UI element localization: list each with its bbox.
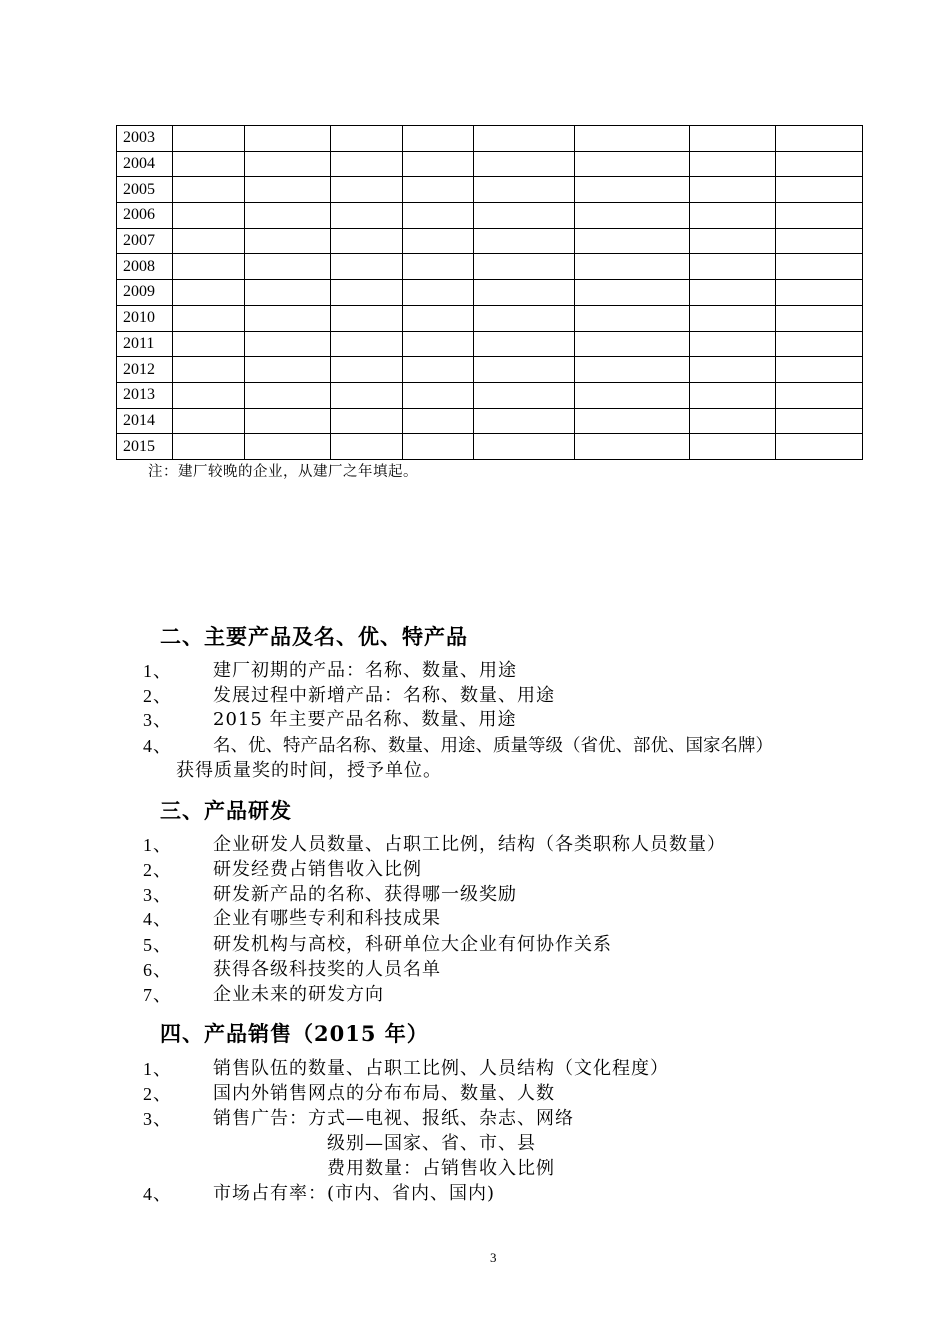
empty-cell[interactable]: [776, 203, 863, 229]
item-text: 研发经费占销售收入比例: [213, 859, 422, 880]
empty-cell[interactable]: [690, 331, 776, 357]
empty-cell[interactable]: [474, 280, 575, 306]
empty-cell[interactable]: [331, 357, 403, 383]
empty-cell[interactable]: [474, 434, 575, 460]
list-item: [143, 858, 863, 882]
empty-cell[interactable]: [776, 408, 863, 434]
empty-cell[interactable]: [575, 254, 690, 280]
empty-cell[interactable]: [776, 151, 863, 177]
empty-cell[interactable]: [776, 331, 863, 357]
empty-cell[interactable]: [245, 228, 331, 254]
empty-cell[interactable]: [776, 126, 863, 152]
year-cell: 2008: [117, 254, 173, 280]
table-row: [117, 151, 863, 177]
year-cell: 2015: [117, 434, 173, 460]
empty-cell[interactable]: [474, 203, 575, 229]
empty-cell[interactable]: [776, 382, 863, 408]
empty-cell[interactable]: [331, 254, 403, 280]
empty-cell[interactable]: [173, 177, 245, 203]
empty-cell[interactable]: [331, 305, 403, 331]
empty-cell[interactable]: [403, 228, 474, 254]
empty-cell[interactable]: [331, 151, 403, 177]
empty-cell[interactable]: [173, 357, 245, 383]
year-cell: 2009: [117, 280, 173, 306]
empty-cell[interactable]: [331, 331, 403, 357]
empty-cell[interactable]: [474, 357, 575, 383]
item-continuation: 级别—国家、省、市、县: [327, 1133, 536, 1154]
empty-cell[interactable]: [403, 382, 474, 408]
empty-cell[interactable]: [575, 280, 690, 306]
empty-cell[interactable]: [245, 305, 331, 331]
list-item: [143, 708, 863, 732]
empty-cell[interactable]: [575, 177, 690, 203]
item-text: 销售队伍的数量、占职工比例、人员结构（文化程度）: [213, 1058, 669, 1079]
list-item: [143, 1107, 863, 1131]
empty-cell[interactable]: [173, 228, 245, 254]
empty-cell[interactable]: [403, 357, 474, 383]
empty-cell[interactable]: [575, 151, 690, 177]
year-cell: 2003: [117, 126, 173, 152]
list-item: [143, 659, 863, 683]
item-continuation: 获得质量奖的时间，授予单位。: [176, 760, 442, 781]
section-title-sales: 四、产品销售（2015 年）: [160, 1021, 429, 1046]
year-cell: 2005: [117, 177, 173, 203]
empty-cell[interactable]: [575, 203, 690, 229]
empty-cell[interactable]: [403, 408, 474, 434]
item-number: 2、: [143, 686, 172, 706]
empty-cell[interactable]: [173, 151, 245, 177]
item-number: 6、: [143, 960, 172, 980]
empty-cell[interactable]: [173, 434, 245, 460]
item-text: 发展过程中新增产品：名称、数量、用途: [213, 685, 555, 706]
empty-cell[interactable]: [173, 254, 245, 280]
list-item: [143, 883, 863, 907]
empty-cell[interactable]: [474, 126, 575, 152]
section-title-rnd: 三、产品研发: [160, 798, 292, 823]
list-item: [143, 684, 863, 708]
item-text: 研发新产品的名称、获得哪一级奖励: [213, 884, 517, 905]
list-item: [143, 983, 863, 1007]
item-text: 国内外销售网点的分布布局、数量、人数: [213, 1083, 555, 1104]
empty-cell[interactable]: [331, 228, 403, 254]
year-cell: 2010: [117, 305, 173, 331]
empty-cell[interactable]: [331, 434, 403, 460]
table-row: [117, 177, 863, 203]
empty-cell[interactable]: [776, 305, 863, 331]
year-cell: 2014: [117, 408, 173, 434]
table-row: [117, 305, 863, 331]
empty-cell[interactable]: [690, 228, 776, 254]
item-number: 2、: [143, 860, 172, 880]
empty-cell[interactable]: [403, 177, 474, 203]
item-number: 1、: [143, 661, 172, 681]
item-number: 1、: [143, 1059, 172, 1079]
empty-cell[interactable]: [245, 177, 331, 203]
empty-cell[interactable]: [575, 305, 690, 331]
empty-cell[interactable]: [245, 280, 331, 306]
empty-cell[interactable]: [474, 408, 575, 434]
empty-cell[interactable]: [173, 280, 245, 306]
list-item: [143, 1082, 863, 1106]
empty-cell[interactable]: [331, 382, 403, 408]
empty-cell[interactable]: [403, 280, 474, 306]
table-row: [117, 357, 863, 383]
item-text: 企业未来的研发方向: [213, 984, 384, 1005]
empty-cell[interactable]: [331, 408, 403, 434]
empty-cell[interactable]: [474, 382, 575, 408]
list-item: [143, 833, 863, 857]
empty-cell[interactable]: [403, 151, 474, 177]
empty-cell[interactable]: [403, 254, 474, 280]
item-number: 2、: [143, 1084, 172, 1104]
item-text: 市场占有率：(市内、省内、国内): [213, 1183, 496, 1204]
empty-cell[interactable]: [776, 280, 863, 306]
empty-cell[interactable]: [173, 408, 245, 434]
empty-cell[interactable]: [575, 331, 690, 357]
empty-cell[interactable]: [776, 177, 863, 203]
empty-cell[interactable]: [474, 254, 575, 280]
list-item: [143, 907, 863, 931]
table-row: [117, 228, 863, 254]
item-number: 7、: [143, 985, 172, 1005]
item-number: 3、: [143, 710, 172, 730]
empty-cell[interactable]: [690, 305, 776, 331]
table-row: [117, 382, 863, 408]
item-number: 1、: [143, 835, 172, 855]
empty-cell[interactable]: [173, 305, 245, 331]
list-item: [143, 734, 863, 758]
year-cell: 2007: [117, 228, 173, 254]
empty-cell[interactable]: [403, 203, 474, 229]
item-number: 4、: [143, 1184, 172, 1204]
item-number: 4、: [143, 736, 172, 756]
table-row: [117, 408, 863, 434]
table-row: [117, 203, 863, 229]
empty-cell[interactable]: [575, 126, 690, 152]
list-item: [143, 1182, 863, 1206]
empty-cell[interactable]: [403, 331, 474, 357]
empty-cell[interactable]: [575, 434, 690, 460]
empty-cell[interactable]: [776, 228, 863, 254]
item-text: 名、优、特产品名称、数量、用途、质量等级（省优、部优、国家名牌）: [213, 736, 773, 756]
table-note: 注：建厂较晚的企业，从建厂之年填起。: [148, 464, 418, 480]
table-row: [117, 434, 863, 460]
list-item: [143, 958, 863, 982]
list-item: [143, 1057, 863, 1081]
year-cell: 2011: [117, 331, 173, 357]
table-row: [117, 254, 863, 280]
empty-cell[interactable]: [245, 331, 331, 357]
empty-cell[interactable]: [245, 151, 331, 177]
empty-cell[interactable]: [474, 305, 575, 331]
empty-cell[interactable]: [173, 203, 245, 229]
empty-cell[interactable]: [245, 434, 331, 460]
empty-cell[interactable]: [245, 382, 331, 408]
empty-cell[interactable]: [474, 331, 575, 357]
empty-cell[interactable]: [690, 177, 776, 203]
table-row: [117, 280, 863, 306]
item-text: 销售广告：方式—电视、报纸、杂志、网络: [213, 1108, 574, 1129]
empty-cell[interactable]: [474, 228, 575, 254]
empty-cell[interactable]: [690, 254, 776, 280]
empty-cell[interactable]: [331, 203, 403, 229]
empty-cell[interactable]: [575, 408, 690, 434]
empty-cell[interactable]: [245, 254, 331, 280]
item-text: 企业有哪些专利和科技成果: [213, 908, 441, 929]
empty-cell[interactable]: [575, 382, 690, 408]
empty-cell[interactable]: [245, 357, 331, 383]
empty-cell[interactable]: [474, 177, 575, 203]
item-number: 3、: [143, 1109, 172, 1129]
empty-cell[interactable]: [575, 228, 690, 254]
empty-cell[interactable]: [331, 126, 403, 152]
empty-cell[interactable]: [575, 357, 690, 383]
item-text: 建厂初期的产品：名称、数量、用途: [213, 660, 517, 681]
empty-cell[interactable]: [474, 151, 575, 177]
empty-cell[interactable]: [245, 203, 331, 229]
empty-cell[interactable]: [331, 280, 403, 306]
empty-cell[interactable]: [690, 434, 776, 460]
item-number: 3、: [143, 885, 172, 905]
empty-cell[interactable]: [776, 254, 863, 280]
year-cell: 2012: [117, 357, 173, 383]
item-text: 2015 年主要产品名称、数量、用途: [213, 709, 517, 730]
empty-cell[interactable]: [690, 382, 776, 408]
empty-cell[interactable]: [690, 203, 776, 229]
section-title-products: 二、主要产品及名、优、特产品: [160, 624, 468, 649]
empty-cell[interactable]: [690, 126, 776, 152]
empty-cell[interactable]: [690, 151, 776, 177]
empty-cell[interactable]: [776, 434, 863, 460]
year-cell: 2004: [117, 151, 173, 177]
item-continuation: 费用数量：占销售收入比例: [327, 1158, 555, 1179]
table-row: [117, 126, 863, 152]
empty-cell[interactable]: [690, 357, 776, 383]
empty-cell[interactable]: [690, 408, 776, 434]
empty-cell[interactable]: [403, 305, 474, 331]
page-number: 3: [490, 1250, 497, 1265]
empty-cell[interactable]: [690, 280, 776, 306]
year-cell: 2006: [117, 203, 173, 229]
list-item: [143, 933, 863, 957]
table-row: [117, 331, 863, 357]
item-number: 5、: [143, 935, 172, 955]
empty-cell[interactable]: [245, 126, 331, 152]
year-data-table: [116, 125, 863, 460]
empty-cell[interactable]: [245, 408, 331, 434]
item-number: 4、: [143, 909, 172, 929]
year-cell: 2013: [117, 382, 173, 408]
empty-cell[interactable]: [403, 434, 474, 460]
empty-cell[interactable]: [403, 126, 474, 152]
empty-cell[interactable]: [173, 382, 245, 408]
item-text: 企业研发人员数量、占职工比例，结构（各类职称人员数量）: [213, 834, 726, 855]
item-text: 研发机构与高校，科研单位大企业有何协作关系: [213, 934, 612, 955]
empty-cell[interactable]: [173, 331, 245, 357]
empty-cell[interactable]: [331, 177, 403, 203]
item-text: 获得各级科技奖的人员名单: [213, 959, 441, 980]
empty-cell[interactable]: [776, 357, 863, 383]
empty-cell[interactable]: [173, 126, 245, 152]
